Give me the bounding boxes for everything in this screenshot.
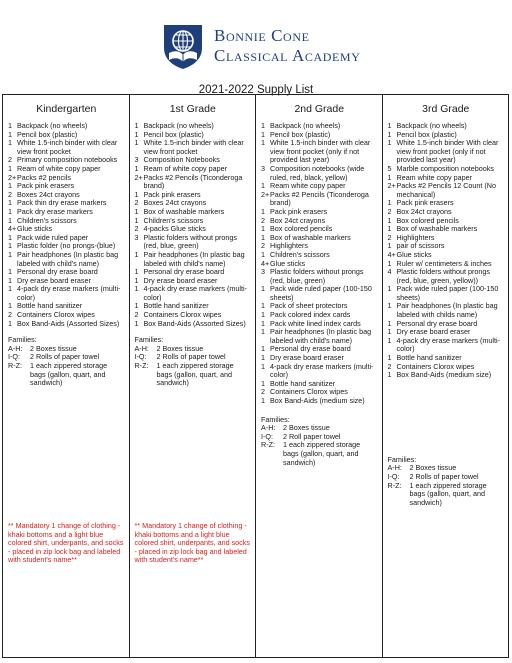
- supply-description: Pair headphones (In plastic bag labeled with child's name): [17, 249, 119, 268]
- supply-quantity: 1: [134, 206, 139, 216]
- supply-quantity: 1: [387, 198, 392, 208]
- supply-quantity: 1: [261, 353, 265, 363]
- grade-heading: Kindergarten: [36, 103, 97, 115]
- supply-description: Pencil box (plastic): [270, 129, 331, 139]
- supply-description: Personal dry erase board: [396, 318, 478, 328]
- supply-quantity: 1: [387, 335, 392, 345]
- supply-description: Pack colored index cards: [270, 310, 351, 320]
- supply-quantity: 1: [261, 301, 265, 311]
- families-section: [388, 456, 505, 508]
- family-letter-range: A-H:: [8, 343, 23, 353]
- supply-description: White 1.5-inch binder with clear view front pocket: [143, 138, 244, 156]
- supply-quantity: 2+: [387, 181, 396, 191]
- supply-item: [388, 285, 505, 302]
- supply-item: [8, 320, 125, 329]
- supply-description: Pack wide ruled paper (100-150 sheets): [396, 284, 499, 302]
- supply-description: Dry erase board eraser: [270, 353, 344, 363]
- supply-item: [261, 285, 378, 302]
- supply-description: White 1.5-inch binder with clear view front pocket: [17, 138, 118, 156]
- supply-description: Personal dry erase board: [17, 267, 98, 277]
- supply-description: Dry erase board eraser: [143, 275, 218, 285]
- supply-quantity: 1: [387, 301, 392, 311]
- supply-quantity: 2: [8, 310, 12, 320]
- supply-quantity: 1: [134, 284, 139, 294]
- family-item: 2 Boxes tissue: [409, 463, 457, 473]
- supply-description: Pencil box (plastic): [396, 129, 457, 139]
- supply-quantity: 1: [261, 232, 265, 242]
- supply-item: [388, 337, 505, 354]
- grade-heading: 1st Grade: [169, 103, 216, 115]
- families-section: [135, 336, 252, 388]
- supply-description: Boxes 24ct crayons: [143, 198, 207, 208]
- grade-column: [256, 95, 383, 657]
- mandatory-clothing-note: ** Mandatory 1 change of clothing - khaki bottoms and a light blue colored shirt, underpants, and socks - placed in zip lock bag and labeled with student's name**: [8, 521, 124, 565]
- family-letter-range: I-Q:: [8, 352, 20, 362]
- supply-description: White 1.5-inch binder With clear view front pocket (only if not provided last year): [396, 138, 499, 165]
- supply-quantity: 1: [134, 121, 139, 130]
- supply-description: White 1.5-inch binder with clear view front pocket (only if not provided last year): [270, 138, 371, 165]
- supply-description: Packs #2 pencils: [17, 172, 71, 182]
- supply-description: Box colored pencils: [396, 215, 459, 225]
- supply-quantity: 1: [134, 189, 139, 199]
- supply-description: Box of washable markers: [143, 206, 225, 216]
- supply-description: Plastic folders without prongs (red, blue, green, yellow)): [396, 267, 490, 285]
- family-item: 2 Boxes tissue: [30, 343, 77, 353]
- supply-item: [261, 191, 378, 208]
- supply-description: Ruler w/ centimeters & inches: [396, 258, 492, 268]
- supply-item: [388, 268, 505, 285]
- family-letter-range: R-Z:: [387, 480, 402, 490]
- supply-description: Bottle hand sanitizer: [396, 353, 462, 363]
- supply-description: Pack pink erasers: [143, 189, 201, 199]
- family-item: 2 Rolls of paper towel: [30, 352, 100, 362]
- supply-description: Composition Notebooks: [143, 155, 220, 165]
- supply-description: Packs #2 Pencils 12 Count (No mechanical): [396, 181, 496, 199]
- grade-heading: 2nd Grade: [294, 103, 345, 115]
- family-item: 2 Boxes tissue: [156, 343, 204, 353]
- families-label: Families:: [261, 414, 290, 424]
- supply-quantity: 1: [261, 344, 265, 354]
- supply-quantity: 2: [261, 215, 265, 225]
- supply-description: Box colored pencils: [270, 224, 333, 234]
- family-letter-range: R-Z:: [261, 440, 275, 450]
- supply-quantity: 1: [261, 378, 265, 388]
- supply-description: Children's scissors: [17, 215, 77, 225]
- supply-quantity: 1: [387, 370, 392, 380]
- supply-quantity: 1: [261, 284, 265, 294]
- supply-description: Highlighters: [270, 241, 308, 251]
- supply-quantity: 4+: [387, 249, 396, 259]
- supply-quantity: 1: [8, 267, 12, 277]
- supply-description: Personal dry erase board: [143, 267, 225, 277]
- supply-quantity: 2: [387, 361, 392, 371]
- supply-quantity: 2: [8, 189, 12, 199]
- supply-item: [8, 251, 125, 268]
- family-item: 2 Rolls of paper towel: [409, 472, 479, 481]
- supply-quantity: 1: [261, 361, 265, 371]
- supply-description: Backpack (no wheels): [17, 121, 88, 130]
- supply-quantity: 1: [8, 215, 12, 225]
- supply-description: Pack pink erasers: [396, 198, 454, 208]
- supply-description: Pair headphones (In plastic bag labeled with child's name): [143, 249, 245, 268]
- supply-description: Highlighters: [396, 232, 435, 242]
- family-letter-range: A-H:: [134, 343, 149, 353]
- family-assignment: [388, 482, 505, 508]
- supply-description: Glue sticks: [17, 224, 53, 234]
- supply-quantity: 2: [134, 198, 139, 208]
- supply-description: pair of scissors: [396, 241, 445, 251]
- supply-description: Containers Clorox wipes: [17, 310, 95, 320]
- supply-description: Plastic folder (no prongs-(blue): [17, 241, 116, 251]
- supply-description: Pair headphones (In plastic bag labeled with child's name): [270, 327, 372, 345]
- crest-globe-book-icon: [160, 22, 206, 70]
- supply-description: Bottle hand sanitizer: [143, 301, 209, 311]
- supply-quantity: 1: [387, 318, 392, 328]
- supply-description: Pack thin dry erase markers: [17, 198, 107, 208]
- supply-description: Pair headphones (In plastic bag labeled with childs name): [396, 301, 498, 320]
- supply-description: Children's scissors: [143, 215, 204, 225]
- supply-quantity: 1: [387, 172, 392, 182]
- supply-quantity: 3: [261, 267, 265, 277]
- family-assignment: [8, 362, 125, 388]
- family-letter-range: I-Q:: [387, 472, 400, 481]
- family-letter-range: A-H:: [387, 463, 402, 473]
- supply-quantity: 1: [134, 215, 139, 225]
- supply-description: 4-pack dry erase markers (multi-color): [143, 284, 247, 302]
- supply-quantity: 1: [8, 284, 12, 294]
- supply-quantity: 2: [261, 387, 265, 397]
- school-name: [214, 26, 414, 66]
- supply-description: Marble composition notebooks: [396, 163, 494, 173]
- supply-item: [135, 285, 252, 302]
- supply-quantity: 1: [8, 275, 12, 285]
- supply-description: Children's scissors: [270, 249, 330, 259]
- supply-description: Bottle hand sanitizer: [17, 301, 83, 311]
- mandatory-clothing-note: ** Mandatory 1 change of clothing - khaki bottoms and a light blue colored shirt, underpants, and socks - placed in zip lock bag and labeled with student's name**: [134, 521, 250, 565]
- supply-item: [8, 285, 125, 302]
- supply-quantity: 1: [8, 232, 12, 242]
- grade-column: [383, 95, 509, 657]
- supply-quantity: 1: [8, 121, 12, 130]
- supply-description: Plastic folders without prongs (red, blue, green): [143, 232, 237, 251]
- supply-quantity: 1: [387, 241, 392, 251]
- family-item: 1 each zippered storage bags (gallon, quart, and sandwich): [156, 361, 234, 388]
- family-assignment: [135, 362, 252, 388]
- family-letter-range: I-Q:: [261, 431, 273, 441]
- families-label: Families:: [387, 454, 417, 464]
- supply-description: Ream white copy paper: [396, 172, 473, 182]
- supply-quantity: 1: [261, 249, 265, 259]
- supply-item: [261, 328, 378, 345]
- supply-description: Box of washable markers: [270, 232, 351, 242]
- supply-description: Bottle hand sanitizer: [270, 378, 336, 388]
- supply-quantity: 2: [134, 310, 139, 320]
- supply-description: Box Band-Aids (Assorted Sizes): [143, 318, 246, 328]
- supply-description: Pencil box (plastic): [17, 129, 78, 139]
- family-letter-range: R-Z:: [134, 361, 149, 371]
- supply-item: [261, 165, 378, 182]
- supply-quantity: 1: [8, 129, 12, 139]
- family-item: 1 each zippered storage bags (gallon, quart, and sandwich): [30, 361, 108, 388]
- supply-quantity: 4+: [8, 224, 17, 234]
- supply-quantity: 1: [8, 241, 12, 251]
- supply-quantity: 1: [134, 163, 139, 173]
- supply-quantity: 2: [387, 206, 392, 216]
- supply-quantity: 4: [387, 267, 392, 277]
- supply-item: [388, 302, 505, 319]
- supply-description: Pencil box (plastic): [143, 129, 204, 139]
- supply-quantity: 1: [261, 396, 265, 405]
- family-item: 1 each zippered storage bags (gallon, quart, and sandwich): [283, 440, 361, 467]
- family-letter-range: A-H:: [261, 423, 276, 433]
- supply-quantity: 2+: [261, 189, 270, 199]
- supply-description: 4-pack dry erase markers (multi-color): [396, 335, 500, 354]
- supply-quantity: 2+: [8, 172, 17, 182]
- supply-quantity: 1: [261, 129, 265, 139]
- family-letter-range: R-Z:: [8, 361, 22, 371]
- supply-item: [8, 139, 125, 156]
- supply-description: Pack of sheet protectors: [270, 301, 348, 311]
- supply-quantity: 1: [387, 215, 392, 225]
- supply-description: Ream of white copy paper: [17, 163, 101, 173]
- supply-quantity: 1: [134, 275, 139, 285]
- supply-description: Box of washable markers: [396, 224, 478, 234]
- page-header: [0, 22, 512, 72]
- supply-quantity: 1: [261, 181, 265, 191]
- families-section: [261, 416, 378, 468]
- supply-description: Composition notebooks (wide ruled, red, black, yellow): [270, 163, 365, 182]
- family-item: 2 Rolls of paper towel: [156, 352, 226, 362]
- supply-quantity: 1: [261, 224, 265, 234]
- grade-heading: 3rd Grade: [422, 103, 470, 115]
- supply-description: Backpack (no wheels): [143, 121, 214, 130]
- supply-quantity: 1: [134, 301, 139, 311]
- supply-quantity: 1: [134, 318, 139, 328]
- supply-quantity: 1: [8, 138, 12, 148]
- supply-quantity: 1: [8, 249, 12, 259]
- supply-quantity: 1: [261, 138, 265, 148]
- supply-item: [261, 139, 378, 165]
- supply-item: [388, 182, 505, 199]
- supply-quantity: 2+: [134, 172, 143, 182]
- supply-item: [388, 139, 505, 165]
- supply-item: [135, 234, 252, 251]
- supply-quantity: 2: [387, 232, 392, 242]
- supply-quantity: 1: [387, 327, 392, 337]
- supply-quantity: 1: [387, 353, 392, 363]
- supply-description: Packs #2 Pencils (Ticonderoga brand): [270, 189, 369, 208]
- supply-quantity: 2: [8, 155, 12, 165]
- supply-quantity: 3: [261, 163, 265, 173]
- supply-description: Ream white copy paper: [270, 181, 346, 191]
- family-item: 2 Roll paper towel: [283, 431, 341, 441]
- family-item: 2 Boxes tissue: [283, 423, 330, 433]
- supply-description: Pack wide ruled paper (100-150 sheets): [270, 284, 372, 302]
- supply-quantity: 1: [387, 258, 392, 268]
- supply-description: Backpack (no wheels): [396, 121, 467, 130]
- families-label: Families:: [8, 335, 37, 345]
- grade-column: [3, 95, 130, 657]
- supply-quantity: 2: [261, 241, 265, 251]
- supply-quantity: 3: [134, 155, 139, 165]
- supply-quantity: 1: [8, 198, 12, 208]
- supply-description: Packs #2 Pencils (Ticonderoga brand): [143, 172, 243, 191]
- supply-description: Pack dry erase markers: [17, 206, 93, 216]
- supply-quantity: 1: [8, 318, 12, 328]
- supply-description: Pack wide ruled paper: [17, 232, 89, 242]
- supply-quantity: 1: [8, 163, 12, 173]
- supply-description: Box 24ct crayons: [396, 206, 452, 216]
- school-name-line2: Classical Academy: [214, 46, 361, 65]
- supply-quantity: 1: [387, 129, 392, 139]
- supply-quantity: 1: [134, 129, 139, 139]
- supply-description: Ream of white copy paper: [143, 163, 227, 173]
- supply-description: Glue sticks: [270, 258, 306, 268]
- supply-item: [261, 397, 378, 406]
- supply-quantity: 5: [387, 163, 392, 173]
- supply-quantity: 1: [261, 121, 265, 130]
- supply-quantity: 1: [387, 138, 392, 148]
- family-assignment: [261, 441, 378, 467]
- supply-quantity: 4+: [261, 258, 270, 268]
- supply-quantity: 1: [387, 121, 392, 130]
- supply-quantity: 1: [261, 310, 265, 320]
- supply-description: Pack pink erasers: [270, 206, 328, 216]
- supply-quantity: 3: [134, 232, 139, 242]
- supply-description: Plastic folders without prongs (red, blue, green): [270, 267, 364, 285]
- supply-description: Box 24ct crayons: [270, 215, 326, 225]
- supply-quantity: 1: [261, 318, 265, 328]
- supply-description: Pack pink erasers: [17, 181, 75, 191]
- page-title: 2021-2022 Supply List: [198, 84, 314, 96]
- supply-item: [135, 174, 252, 191]
- school-name-line1: Bonnie Cone: [214, 26, 310, 45]
- supply-quantity: 1: [8, 301, 12, 311]
- supply-item: [261, 363, 378, 380]
- supply-item: [135, 320, 252, 329]
- supply-quantity: 1: [261, 206, 265, 216]
- supply-item: [135, 139, 252, 156]
- supply-description: Containers Clorox wipes: [143, 310, 222, 320]
- supply-description: Pack white lined index cards: [270, 318, 361, 328]
- supply-description: Backpack (no wheels): [270, 121, 341, 130]
- supply-description: 4-pack dry erase markers (multi-color): [17, 284, 121, 302]
- supply-description: Containers Clorox wipes: [270, 387, 348, 397]
- supply-description: 4-pack dry erase markers (multi-color): [270, 361, 374, 380]
- supply-description: Dry erase board eraser: [396, 327, 471, 337]
- supply-quantity: 1: [387, 284, 392, 294]
- supply-description: Primary composition notebooks: [17, 155, 118, 165]
- supply-quantity: 1: [134, 249, 139, 259]
- supply-description: Dry erase board eraser: [17, 275, 91, 285]
- supply-quantity: 2: [134, 224, 139, 234]
- supply-quantity: 1: [387, 224, 392, 234]
- families-section: [8, 336, 125, 388]
- supply-quantity: 1: [134, 138, 139, 148]
- supply-description: Box Band-Aids (medium size): [270, 396, 365, 405]
- supply-description: Glue sticks: [396, 249, 432, 259]
- grade-column: [130, 95, 257, 657]
- supply-quantity: 1: [8, 181, 12, 191]
- supply-description: Boxes 24ct crayons: [17, 189, 80, 199]
- supply-item: [388, 371, 505, 380]
- supply-quantity: 1: [134, 267, 139, 277]
- supply-description: Containers Clorox wipes: [396, 361, 475, 371]
- supply-quantity: 1: [261, 327, 265, 337]
- supply-table: [2, 94, 509, 658]
- family-item: 1 each zippered storage bags (gallon, quart, and sandwich): [409, 480, 487, 507]
- family-letter-range: I-Q:: [134, 352, 147, 362]
- supply-description: Box Band-Aids (Assorted Sizes): [17, 318, 120, 328]
- supply-quantity: 1: [8, 206, 12, 216]
- families-label: Families:: [134, 335, 164, 345]
- supply-item: [135, 251, 252, 268]
- supply-item: [261, 268, 378, 285]
- supply-description: 4-packs Glue sticks: [143, 224, 206, 234]
- supply-description: Personal dry erase board: [270, 344, 351, 354]
- supply-description: Box Band-Aids (medium size): [396, 370, 492, 380]
